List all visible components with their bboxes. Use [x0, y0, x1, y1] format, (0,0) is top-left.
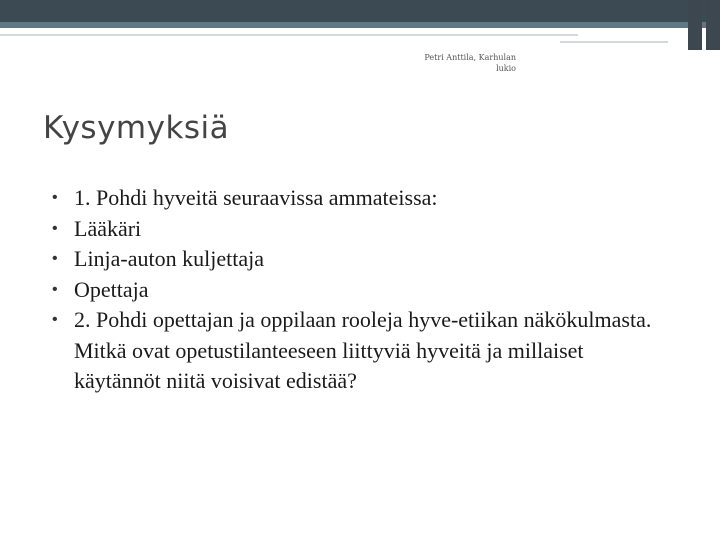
bullet-icon: • [52, 219, 58, 237]
bullet-item [52, 183, 662, 214]
slide-title: Kysymyksiä [43, 110, 230, 146]
author-line-1: Petri Anttila, Karhulan [424, 53, 516, 62]
bullet-icon: • [52, 250, 58, 267]
bullet-text: 2. Pohdi opettajan ja oppilaan rooleja hyve-etiikan näkökulmasta. Mitkä ovat opetustilanteeseen liittyviä hyveitä ja millaiset käytännöt niitä voisivat edistää? [74, 307, 652, 393]
author-caption [412, 52, 516, 74]
top-band-accent [0, 22, 720, 28]
top-band-dark [0, 0, 720, 22]
bullet-list [52, 183, 662, 397]
top-decorative-band [0, 0, 720, 28]
header-rule-long [0, 34, 578, 36]
corner-bar-right [706, 0, 720, 50]
corner-bar-left [688, 0, 702, 50]
bullet-icon: • [52, 189, 58, 206]
bullet-text: 1. Pohdi hyveitä seuraavissa ammateissa: [74, 185, 438, 210]
bullet-icon: • [52, 280, 58, 298]
bullet-icon: • [52, 311, 58, 328]
bullet-item [52, 275, 662, 306]
bullet-item [52, 214, 662, 245]
bullet-item [52, 305, 662, 397]
bullet-text: Linja-auton kuljettaja [74, 246, 264, 271]
bullet-item [52, 244, 662, 275]
author-line-2: lukio [496, 64, 516, 73]
header-rule-short [560, 41, 668, 43]
bullet-text: Lääkäri [74, 215, 142, 241]
bullet-text: Opettaja [74, 276, 149, 302]
